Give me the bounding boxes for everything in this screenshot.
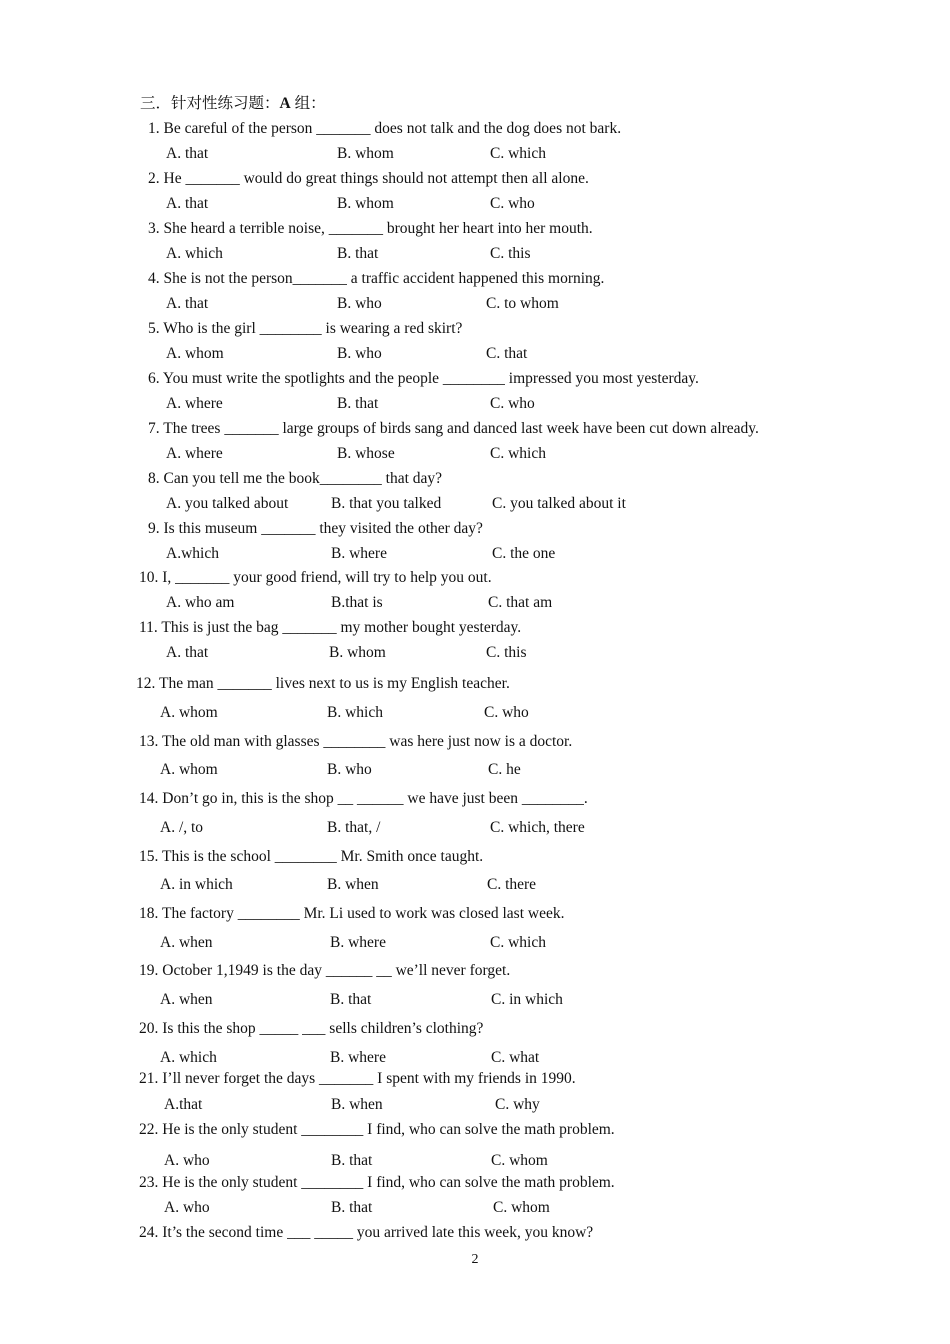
- answer-option: B. when: [327, 876, 379, 893]
- answer-option: A. whom: [166, 345, 224, 362]
- answer-option: B. that: [337, 245, 379, 262]
- answer-option: B. who: [337, 345, 382, 362]
- heading-prefix: 三．针对性练习题：: [140, 95, 280, 112]
- answer-option: B. that you talked: [331, 495, 442, 512]
- question-stem: 24. It’s the second time ___ _____ you arrived late this week, you know?: [139, 1224, 594, 1241]
- question-stem: 10. I, _______ your good friend, will try to help you out.: [139, 569, 492, 586]
- question-stem: 1. Be careful of the person _______ does not talk and the dog does not bark.: [148, 120, 622, 137]
- answer-option: A. where: [166, 445, 223, 462]
- question-stem: 14. Don’t go in, this is the shop __ ______ we have just been ________.: [139, 790, 588, 807]
- question-stem: 3. She heard a terrible noise, _______ brought her heart into her mouth.: [148, 220, 593, 237]
- question-stem: 7. The trees _______ large groups of birds sang and danced last week have been cut down already.: [148, 420, 759, 437]
- answer-option: C. who: [490, 195, 535, 212]
- answer-option: C. whom: [493, 1199, 550, 1216]
- answer-option: B.that is: [331, 594, 383, 611]
- answer-option: B. that: [337, 395, 379, 412]
- answer-option: B. who: [337, 295, 382, 312]
- question-stem: 9. Is this museum _______ they visited the other day?: [148, 520, 483, 537]
- answer-option: B. where: [330, 1049, 386, 1066]
- answer-option: C. this: [486, 644, 527, 661]
- answer-option: A. who: [164, 1152, 210, 1169]
- answer-option: C. who: [484, 704, 529, 721]
- question-stem: 13. The old man with glasses ________ was here just now is a doctor.: [139, 733, 573, 750]
- answer-option: C. in which: [491, 991, 563, 1008]
- answer-option: A. when: [160, 991, 213, 1008]
- answer-option: A.that: [164, 1096, 203, 1113]
- answer-option: C. what: [491, 1049, 540, 1066]
- question-stem: 19. October 1,1949 is the day ______ __ we’ll never forget.: [139, 962, 511, 979]
- answer-option: A. in which: [160, 876, 233, 893]
- answer-option: C. which: [490, 445, 546, 462]
- answer-option: A. who: [164, 1199, 210, 1216]
- answer-option: C. which: [490, 934, 546, 951]
- answer-option: A. where: [166, 395, 223, 412]
- question-stem: 20. Is this the shop _____ ___ sells children’s clothing?: [139, 1020, 484, 1037]
- question-stem: 8. Can you tell me the book________ that day?: [148, 470, 443, 487]
- question-stem: 12. The man _______ lives next to us is my English teacher.: [136, 675, 510, 692]
- answer-option: A. which: [166, 245, 223, 262]
- answer-option: B. whom: [329, 644, 386, 661]
- answer-option: C. that am: [488, 594, 553, 611]
- answer-option: A. that: [166, 145, 209, 162]
- answer-option: A. that: [166, 295, 209, 312]
- question-stem: 2. He _______ would do great things should not attempt then all alone.: [148, 170, 589, 187]
- question-stem: 22. He is the only student ________ I find, who can solve the math problem.: [139, 1121, 615, 1138]
- question-stem: 5. Who is the girl ________ is wearing a red skirt?: [148, 320, 463, 337]
- question-stem: 4. She is not the person_______ a traffic accident happened this morning.: [148, 270, 605, 287]
- question-stem: 15. This is the school ________ Mr. Smith once taught.: [139, 848, 484, 865]
- answer-option: A. when: [160, 934, 213, 951]
- answer-option: C. the one: [492, 545, 556, 562]
- answer-option: B. that, /: [327, 819, 381, 836]
- question-stem: 11. This is just the bag _______ my mother bought yesterday.: [139, 619, 522, 636]
- answer-option: A. /, to: [160, 819, 204, 836]
- answer-option: B. whom: [337, 145, 394, 162]
- answer-option: C. which: [490, 145, 546, 162]
- answer-option: C. he: [488, 761, 521, 778]
- answer-option: C. that: [486, 345, 528, 362]
- answer-option: B. that: [331, 1199, 373, 1216]
- answer-option: B. that: [331, 1152, 373, 1169]
- answer-option: A. that: [166, 195, 209, 212]
- question-stem: 23. He is the only student ________ I find, who can solve the math problem.: [139, 1174, 615, 1191]
- answer-option: B. which: [327, 704, 383, 721]
- question-stem: 21. I’ll never forget the days _______ I spent with my friends in 1990.: [139, 1070, 576, 1087]
- answer-option: B. that: [330, 991, 372, 1008]
- answer-option: B. where: [331, 545, 387, 562]
- answer-option: A.which: [166, 545, 219, 562]
- heading-suffix: 组：: [290, 95, 326, 112]
- answer-option: C. which, there: [490, 819, 585, 836]
- answer-option: A. whom: [160, 704, 218, 721]
- section-heading: [140, 94, 326, 114]
- answer-option: C. to whom: [486, 295, 559, 312]
- answer-option: C. why: [495, 1096, 540, 1113]
- question-stem: 6. You must write the spotlights and the people ________ impressed you most yesterday.: [148, 370, 699, 387]
- answer-option: C. you talked about it: [492, 495, 626, 512]
- answer-option: C. who: [490, 395, 535, 412]
- question-stem: 18. The factory ________ Mr. Li used to work was closed last week.: [139, 905, 565, 922]
- answer-option: C. whom: [491, 1152, 548, 1169]
- answer-option: B. whose: [337, 445, 395, 462]
- answer-option: A. which: [160, 1049, 217, 1066]
- answer-option: A. you talked about: [166, 495, 289, 512]
- answer-option: B. whom: [337, 195, 394, 212]
- answer-option: B. who: [327, 761, 372, 778]
- page-number: 2: [471, 1252, 479, 1267]
- answer-option: A. whom: [160, 761, 218, 778]
- answer-option: A. who am: [166, 594, 235, 611]
- heading-group-letter: A: [279, 95, 291, 112]
- answer-option: A. that: [166, 644, 209, 661]
- answer-option: C. there: [487, 876, 537, 893]
- answer-option: B. when: [331, 1096, 383, 1113]
- answer-option: B. where: [330, 934, 386, 951]
- answer-option: C. this: [490, 245, 531, 262]
